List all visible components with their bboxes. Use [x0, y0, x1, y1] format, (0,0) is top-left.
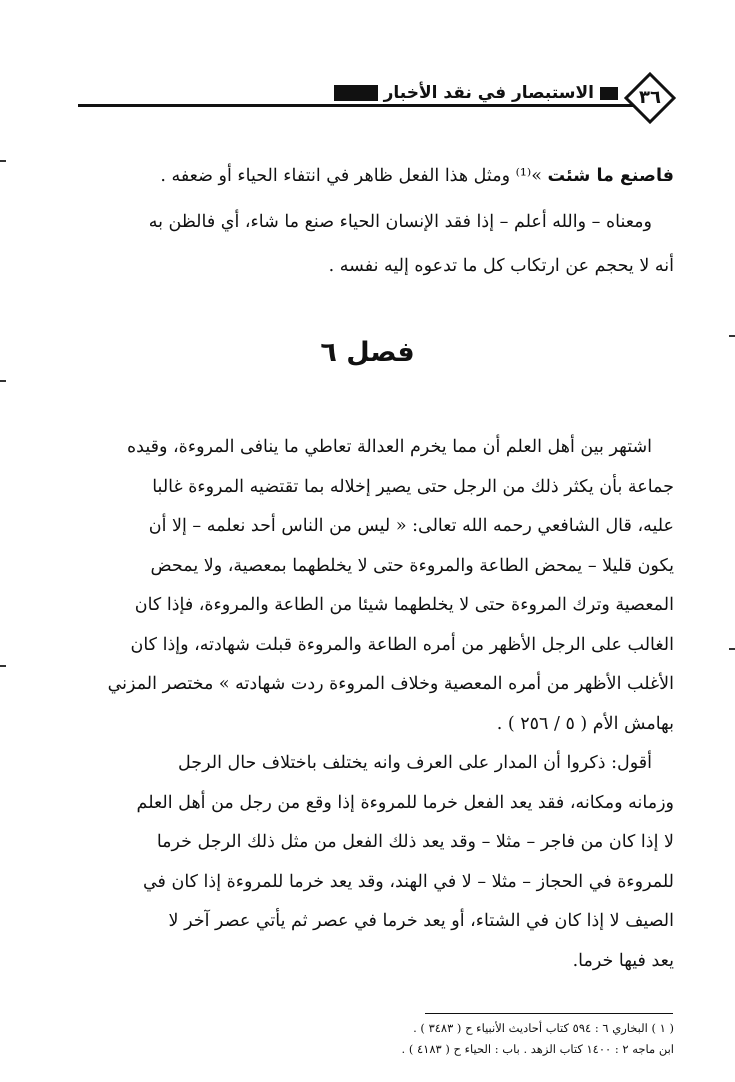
text-line: ومعناه – والله أعلم – إذا فقد الإنسان الحياء صنع ما شاء، أي فالظن به	[148, 212, 652, 232]
text-line: عليه، قال الشافعي رحمه الله تعالى: « ليس من الناس أحد نعلمه – إلا أن	[148, 516, 674, 536]
text-line: الصيف لا إذا كان في الشتاء، أو يعد خرما في عصر ثم يأتي عصر آخر لا	[168, 911, 674, 931]
text-line: وزمانه ومكانه، فقد يعد الفعل خرما للمروءة إذا وقع من رجل من أهل العلم	[136, 792, 674, 813]
running-title: الاستبصار في نقد الأخبار	[383, 83, 594, 103]
scan-margin-mark	[729, 648, 735, 650]
text-line: للمروءة في الحجاز – مثلا – لا في الهند، وقد يعد خرما للمروءة إذا كان في	[142, 871, 674, 892]
scan-margin-mark	[0, 665, 6, 667]
footnote-line: ( ١ ) البخاري ٦ : ٥٩٤ كتاب أحاديث الأنبياء ح ( ٣٤٨٣ ) .	[413, 1021, 674, 1035]
scan-margin-mark	[0, 380, 6, 382]
text-line: أقول: ذكروا أن المدار على العرف وانه يختلف باختلاف حال الرجل	[178, 753, 652, 773]
paragraph-2	[74, 204, 674, 284]
quote-phrase: فاصنع ما شئت	[547, 166, 674, 186]
page-number: ٣٦	[639, 87, 661, 108]
text-line: يعد فيها خرما.	[572, 950, 674, 971]
text-line: لا إذا كان من فاجر – مثلا – وقد يعد ذلك الفعل من مثل ذلك الرجل خرما	[156, 832, 674, 852]
section-heading: فصل ٦	[320, 337, 415, 368]
header-rule	[78, 104, 640, 107]
text-line: جماعة بأن يكثر ذلك من الرجل حتى يصير إخلاله بما تقتضيه المروءة غالبا	[152, 476, 674, 497]
text-line: اشتهر بين أهل العلم أن مما يخرم العدالة تعاطي ما ينافى المروءة، وقيده	[127, 437, 652, 457]
scan-margin-mark	[729, 335, 735, 337]
header-square-ornament	[600, 87, 618, 100]
footnote-rule	[425, 1013, 673, 1014]
text-line	[74, 158, 674, 194]
scan-margin-mark	[0, 160, 6, 162]
text-line: أنه لا يحجم عن ارتكاب كل ما تدعوه إليه نفسه .	[328, 256, 674, 276]
text-line: بهامش الأم ( ٥ / ٢٥٦ ) .	[496, 713, 674, 734]
text-fragment: »⁽¹⁾ ومثل هذا الفعل ظاهر في انتفاء الحياء أو ضعفه .	[160, 166, 548, 186]
text-line: الأغلب الأظهر من أمره المعصية وخلاف المروءة ردت شهادته » مختصر المزني	[107, 674, 674, 694]
text-line: الغالب على الرجل الأظهر من أمره الطاعة والمروءة قبلت شهادته، وإذا كان	[130, 634, 674, 655]
footnote-line: ابن ماجه ٢ : ١٤٠٠ كتاب الزهد . باب : الحياء ح ( ٤١٨٣ ) .	[401, 1042, 674, 1056]
footnotes	[180, 1018, 674, 1060]
text-line: المعصية وترك المروءة حتى لا يخلطهما شيئا من الطاعة والمروءة، فإذا كان	[134, 595, 674, 615]
paragraph-1	[74, 158, 674, 194]
header-bar-ornament	[334, 85, 378, 101]
running-header	[78, 83, 618, 103]
section-body	[74, 428, 674, 981]
text-line: يكون قليلا – يمحض الطاعة والمروءة حتى لا يخلطهما بمعصية، ولا يمحض	[150, 555, 674, 576]
